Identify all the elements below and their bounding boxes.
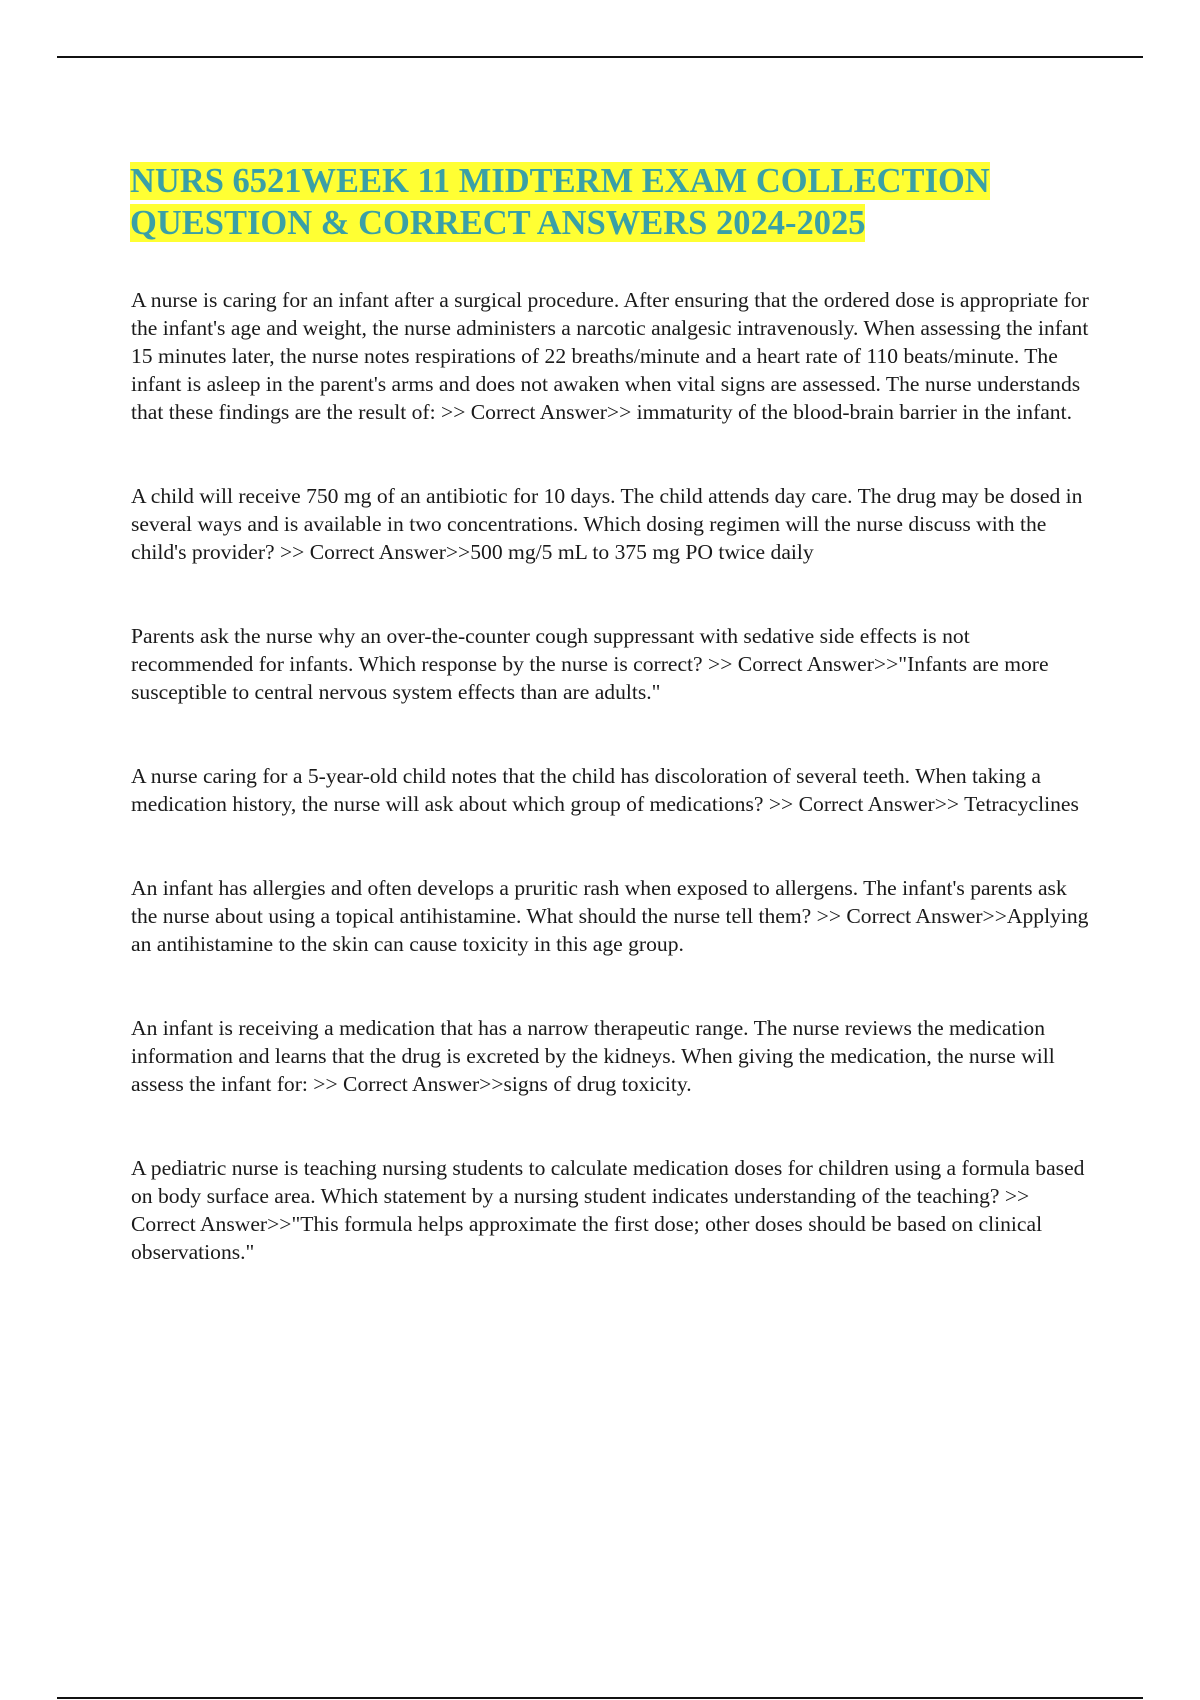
footer-rule [57, 1697, 1143, 1699]
question-5: An infant has allergies and often develops a pruritic rash when exposed to allergens. The infant's parents ask the nurse about using a topical antihistamine. What should the nurse tell them? >> Correct Answer>>Applying an antihistamine to the skin can cause toxicity in this age group. [131, 876, 1089, 956]
question-2: A child will receive 750 mg of an antibiotic for 10 days. The child attends day care. The drug may be dosed in several ways and is available in two concentrations. Which dosing regimen will the nurse discuss with the child's provider? >> Correct Answer>>500 mg/5 mL to 375 mg PO twice daily [131, 484, 1083, 564]
question-1: A nurse is caring for an infant after a surgical procedure. After ensuring that the ordered dose is appropriate for the infant's age and weight, the nurse administers a narcotic analgesic intravenously. When assessing the infant 15 minutes later, the nurse notes respirations of 22 breaths/minute and a heart rate of 110 beats/minute. The infant is asleep in the parent's arms and does not awaken when vital signs are assessed. The nurse understands that these findings are the result of: >> Correct Answer>> immaturity of the blood-brain barrier in the infant. [131, 288, 1089, 424]
title-line-2: QUESTION & CORRECT ANSWERS 2024-2025 [130, 204, 866, 242]
title-line-1: NURS 6521WEEK 11 MIDTERM EXAM COLLECTION [130, 162, 990, 200]
question-list [131, 286, 1097, 1266]
question-7: A pediatric nurse is teaching nursing students to calculate medication doses for children using a formula based on body surface area. Which statement by a nursing student indicates understanding of the teaching? >> Correct Answer>>"This formula helps approximate the first dose; other doses should be based on clinical observations." [131, 1156, 1085, 1264]
question-6: An infant is receiving a medication that has a narrow therapeutic range. The nurse reviews the medication information and learns that the drug is excreted by the kidneys. When giving the medication, the nurse will assess the infant for: >> Correct Answer>>signs of drug toxicity. [131, 1016, 1055, 1096]
header-rule [57, 56, 1143, 58]
question-3: Parents ask the nurse why an over-the-counter cough suppressant with sedative side effects is not recommended for infants. Which response by the nurse is correct? >> Correct Answer>>"Infants are more susceptible to central nervous system effects than are adults." [131, 624, 1049, 704]
question-4: A nurse caring for a 5-year-old child notes that the child has discoloration of several teeth. When taking a medication history, the nurse will ask about which group of medications? >> Correct Answer>> Tetracyclines [131, 764, 1079, 816]
document-title [130, 160, 1090, 244]
